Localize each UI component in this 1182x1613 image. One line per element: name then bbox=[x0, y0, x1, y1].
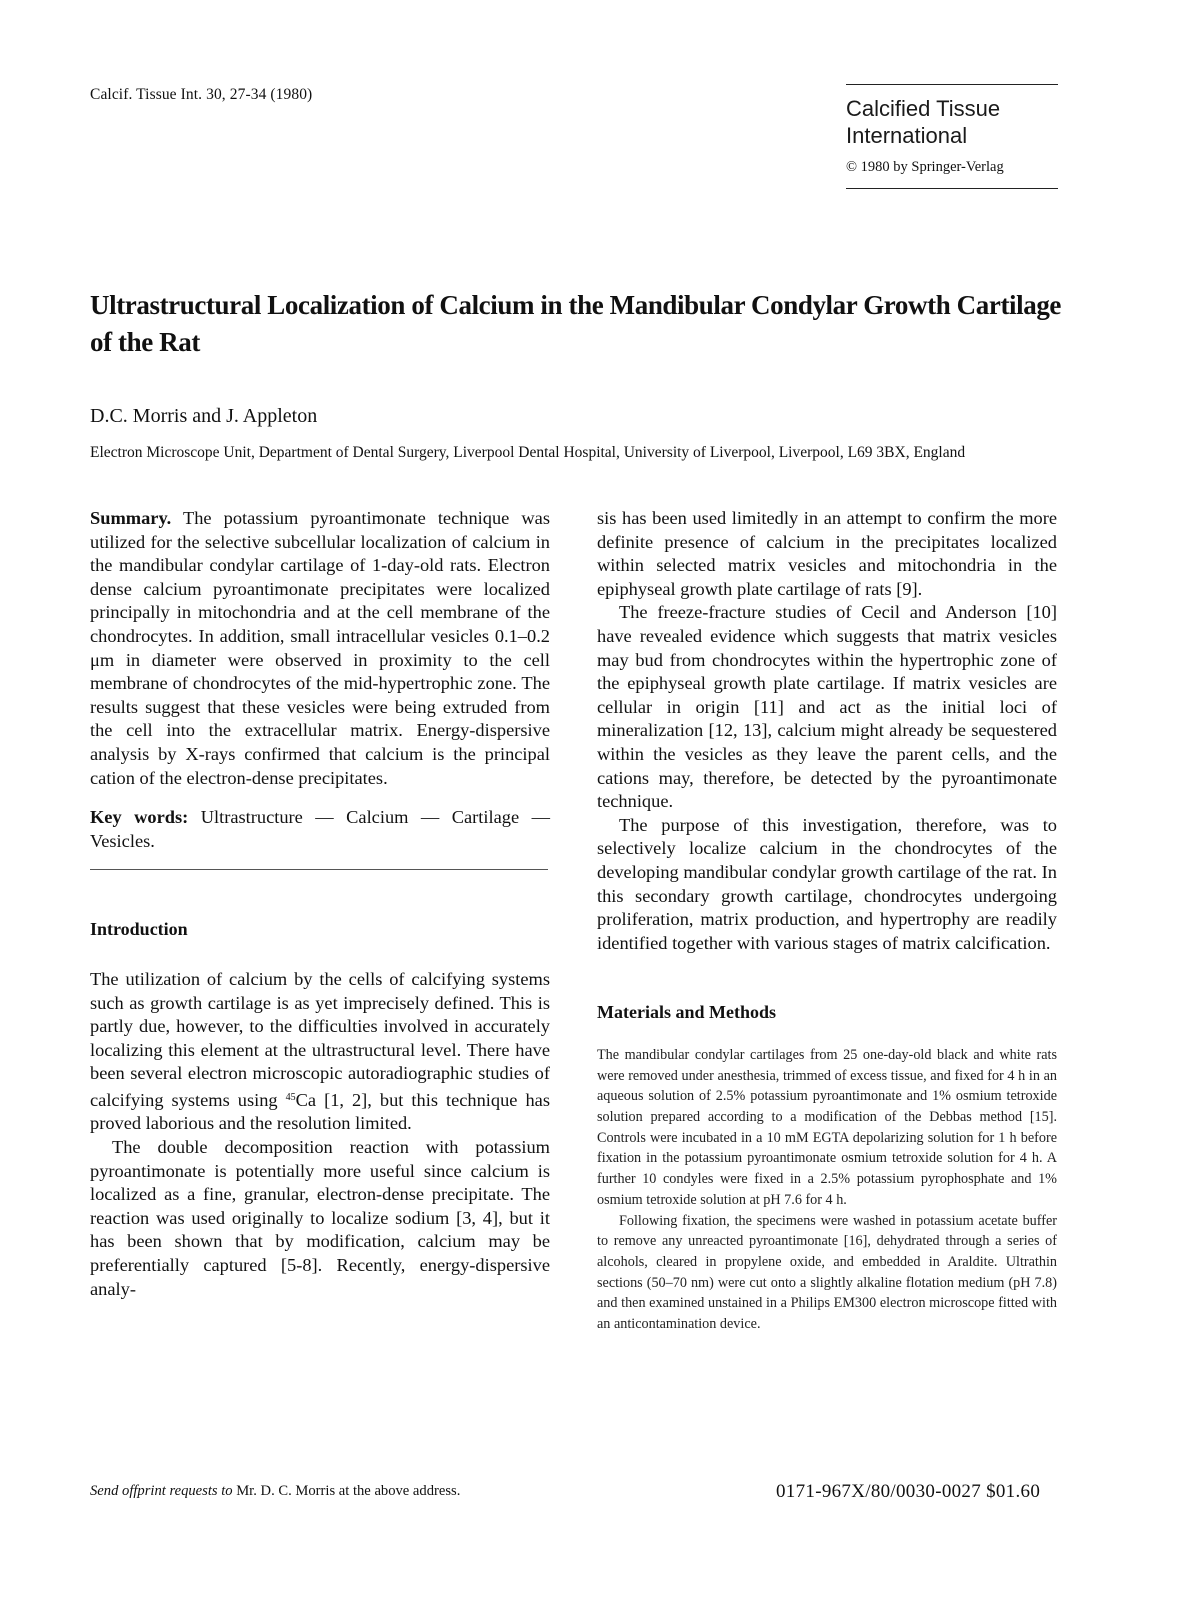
journal-name-line2: International bbox=[846, 123, 968, 148]
intro-paragraph-4: The purpose of this investigation, therefore, was to selectively localize calcium in the chondrocytes of the developing mandibular condylar growth cartilage of the rat. In this secondary growth cartilage, chondrocytes undergoing proliferation, matrix production, and hypertrophy are readily identified together with various stages of matrix calcification. bbox=[597, 814, 1057, 953]
intro-p1-text-cont: Ca [1, 2], but this technique has proved laborious and the resolution limited. bbox=[90, 1089, 550, 1134]
journal-name-line1: Calcified Tissue bbox=[846, 96, 1001, 121]
intro-paragraph-3: The freeze-fracture studies of Cecil and Anderson [10] have revealed evidence which suggests that matrix vesicles may bud from chondrocytes within the hypertrophic zone of the epiphyseal growth plate cartilage. If matrix vesicles are cellular in origin [11] and act as the initial loci of mineralization [12, 13], calcium might already be sequestered within the vesicles as they leave the parent cells, and the cations may, therefore, be detected by the pyroantimonate technique. bbox=[597, 602, 1057, 812]
intro-paragraph-1 bbox=[90, 968, 550, 1136]
section-divider bbox=[90, 869, 548, 870]
journal-citation: Calcif. Tissue Int. 30, 27-34 (1980) bbox=[90, 86, 313, 103]
methods-paragraph-1: The mandibular condylar cartilages from 25 one-day-old black and white rats were removed under anesthesia, trimmed of excess tissue, and fixed for 4 h in an aqueous solution of 2.5% potassium pyroantimonate and 1% osmium tetroxide solution prepared according to a modification of the Debbas method [15]. Controls were incubated in a 10 mM EGTA depolarizing solution for 1 h before fixation in the potassium pyroantimonate osmium tetroxide solution for 4 h. A further 10 condyles were fixed in a 2.5% potassium pyrophosphate and 1% osmium tetroxide solution at pH 7.6 for 4 h. bbox=[597, 1046, 1057, 1208]
paper-title: Ultrastructural Localization of Calcium in the Mandibular Condylar Growth Cartilage of the Rat bbox=[90, 290, 1062, 357]
methods-paragraph-2: Following fixation, the specimens were washed in potassium acetate buffer to remove any unreacted pyroantimonate [16], dehydrated through a series of alcohols, cleared in propylene oxide, and embedded in Araldite. Ultrathin sections (50–70 nm) were cut onto a slightly alkaline flotation medium (pH 7.8) and then examined unstained in a Philips EM300 electron microscope fitted with an anticontamination device. bbox=[597, 1212, 1057, 1333]
keywords-text: Ultrastructure — Calcium — Cartilage — Vesicles. bbox=[90, 807, 550, 851]
footnote-text: Mr. D. C. Morris at the above address. bbox=[232, 1483, 461, 1499]
summary-text: The potassium pyroantimonate technique was utilized for the selective subcellular localization of calcium in the mandibular condylar cartilage of 1-day-old rats. Electron dense calcium pyroantimonate precipitates were localized principally in mitochondria and at the cell membrane of the chondrocytes. In addition, small intracellular vesicles 0.1–0.2 μm in diameter were observed in proximity to the cell membrane of chondrocytes of the mid-hypertrophic zone. The results suggest that these vesicles were being extruded from the cell into the extracellular matrix. Energy-dispersive analysis by X-rays confirmed that calcium is the principal cation of the electron-dense precipitates. bbox=[90, 508, 550, 788]
copyright: © 1980 by Springer-Verlag bbox=[846, 159, 1004, 175]
left-column bbox=[90, 507, 550, 1301]
article-code: 0171-967X/80/0030-0027 $01.60 bbox=[776, 1481, 1041, 1502]
footnote-italic: Send offprint requests to bbox=[90, 1483, 233, 1499]
intro-paragraph-2: The double decomposition reaction with potassium pyroantimonate is potentially more useful since calcium is localized as a fine, granular, electron-dense precipitate. The reaction was used originally to localize sodium [3, 4], but it has been shown that by modification, calcium may be preferentially captured [5-8]. Recently, energy-dispersive analy- bbox=[90, 1137, 550, 1299]
introduction-heading: Introduction bbox=[90, 919, 188, 940]
keywords bbox=[90, 806, 550, 853]
journal-masthead bbox=[846, 84, 1058, 189]
authors: D.C. Morris and J. Appleton bbox=[90, 405, 318, 427]
isotope-superscript: 45 bbox=[285, 1091, 296, 1103]
affiliation: Electron Microscope Unit, Department of Dental Surgery, Liverpool Dental Hospital, University of Liverpool, Liverpool, L69 3BX, England bbox=[90, 444, 966, 461]
intro-paragraph-2-continued: sis has been used limitedly in an attempt to confirm the more definite presence of calcium in the precipitates localized within selected matrix vesicles and mitochondria in the epiphyseal growth plate cartilage of rats [9]. bbox=[597, 508, 1057, 599]
offprint-footnote bbox=[90, 1483, 460, 1500]
masthead-top-rule bbox=[846, 84, 1058, 85]
methods-heading: Materials and Methods bbox=[597, 1002, 776, 1023]
keywords-label: Key words: bbox=[90, 807, 189, 828]
summary-label: Summary. bbox=[90, 508, 172, 528]
summary-paragraph bbox=[90, 507, 550, 790]
masthead-bottom-rule bbox=[846, 188, 1058, 189]
intro-p1-text: The utilization of calcium by the cells of calcifying systems such as growth cartilage is as yet imprecisely defined. This is partly due, however, to the difficulties involved in accurately localizing this element at the ultrastructural level. There have been several electron microscopic autoradiographic studies of calcifying systems using bbox=[90, 968, 550, 1110]
right-column bbox=[597, 507, 1057, 1335]
journal-name bbox=[846, 95, 1058, 149]
